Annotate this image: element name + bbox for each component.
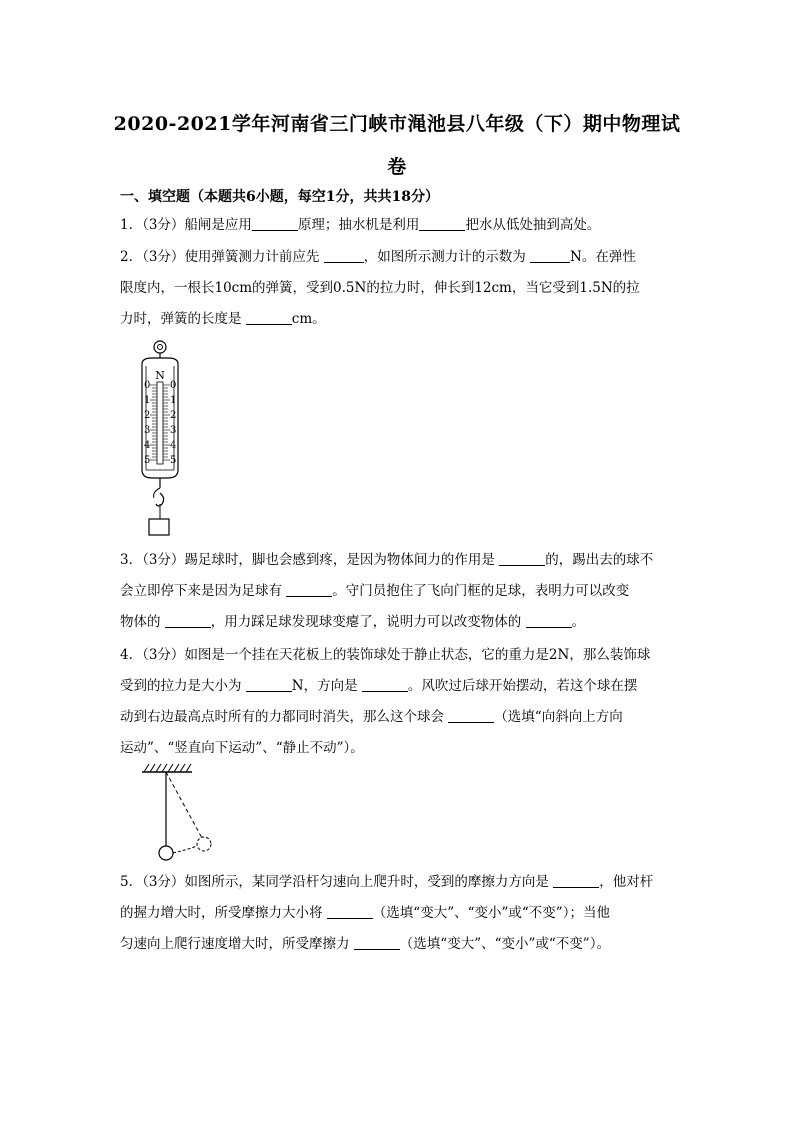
answer-blank[interactable]: [499, 551, 545, 566]
scale-label-right-0: 0: [170, 380, 177, 391]
title-line-2: 卷: [387, 156, 407, 178]
question-text: 。风吹过后球开始摆动，若这个球在摆: [407, 678, 638, 694]
question-text: 的，踢出去的球不: [545, 552, 654, 568]
scale-label-left-2: 2: [144, 410, 151, 421]
scale-label-right-1: 1: [170, 395, 177, 406]
scale-label-left-0: 0: [144, 380, 151, 391]
question-score: （3分）: [142, 874, 185, 890]
answer-blank[interactable]: [246, 677, 292, 692]
scale-label-right-4: 4: [170, 440, 177, 451]
title-line-1: 2020-2021学年河南省三门峡市渑池县八年级（下）期中物理试: [113, 113, 681, 135]
answer-blank[interactable]: [354, 935, 400, 950]
pendulum-figure: [142, 762, 222, 864]
question-text: 物体的: [120, 614, 165, 630]
question-text-line: [120, 576, 680, 607]
question-text-line: [120, 304, 680, 335]
question-text: （选填“变大”、“变小”或“不变”）。: [399, 936, 610, 952]
question-number: 5．: [120, 874, 143, 890]
answer-blank[interactable]: [324, 248, 364, 263]
page-title: [100, 103, 694, 189]
question-text: 动到右边最高点时所有的力都同时消失，那么这个球会: [120, 709, 449, 725]
question-text-line: [120, 671, 680, 702]
answer-blank[interactable]: [530, 248, 570, 263]
answer-blank[interactable]: [448, 708, 494, 723]
question-text: 。守门员抱住了飞向门框的足球，表明力可以改变: [332, 583, 630, 599]
question-text: ，如图所示测力计的示数为: [363, 249, 531, 265]
question-text-line: [120, 702, 680, 733]
question-number: 3．: [120, 552, 143, 568]
question-text: 运动”、“竖直向下运动”、“静止不动”）。: [120, 740, 364, 756]
question-2: [120, 242, 680, 335]
section-heading: 一、填空题（本题共6小题，每空1分，共共18分）: [120, 189, 439, 205]
answer-blank[interactable]: [252, 216, 298, 231]
question-text: ，用力踩足球发现球变瘪了，说明力可以改变物体的: [210, 614, 526, 630]
question-4: [120, 640, 680, 764]
question-5: [120, 867, 680, 960]
question-text-line: [120, 929, 680, 960]
question-text: 会立即停下来是因为足球有: [120, 583, 287, 599]
question-number: 1．: [120, 217, 143, 233]
answer-blank[interactable]: [526, 613, 572, 628]
question-text: 如图是一个挂在天花板上的装饰球处于静止状态，它的重力是2N，那么装饰球: [184, 647, 651, 663]
question-score: （3分）: [142, 552, 185, 568]
question-text: 匀速向上爬行速度增大时，所受摩擦力: [120, 936, 354, 952]
question-3: [120, 545, 680, 638]
question-number: 2．: [120, 249, 143, 265]
question-score: （3分）: [142, 249, 185, 265]
question-text: 踢足球时，脚也会感到疼，是因为物体间力的作用是: [184, 552, 500, 568]
scale-label-left-5: 5: [144, 455, 151, 466]
answer-blank[interactable]: [246, 310, 292, 325]
question-text: 把水从低处抽到高处。: [465, 217, 601, 233]
answer-blank[interactable]: [553, 873, 599, 888]
question-text: N。在弹性: [570, 249, 636, 265]
question-number: 4．: [120, 647, 143, 663]
scale-label-right-2: 2: [170, 410, 177, 421]
question-text: 的握力增大时，所受摩擦力大小将: [120, 905, 327, 921]
scale-label-right-5: 5: [170, 455, 177, 466]
question-text: 力时，弹簧的长度是: [120, 311, 246, 327]
question-text: 使用弹簧测力计前应先: [184, 249, 324, 265]
scale-label-left-4: 4: [144, 440, 151, 451]
question-text-line: [120, 898, 680, 929]
question-text: 受到的拉力是大小为: [120, 678, 246, 694]
question-text: ，他对杆: [599, 874, 654, 890]
answer-blank[interactable]: [286, 582, 332, 597]
question-text: 原理；抽水机是利用: [297, 217, 420, 233]
answer-blank[interactable]: [165, 613, 211, 628]
scale-label-right-3: 3: [170, 425, 177, 436]
scale-label-left-3: 3: [144, 425, 151, 436]
question-text-line: [120, 607, 680, 638]
scale-label-left-1: 1: [144, 395, 151, 406]
question-text: N，方向是: [291, 678, 362, 694]
answer-blank[interactable]: [419, 216, 465, 231]
spring-scale-figure: [136, 338, 186, 540]
answer-blank[interactable]: [362, 677, 408, 692]
answer-blank[interactable]: [327, 904, 373, 919]
question-1: [120, 210, 680, 241]
question-score: （3分）: [142, 217, 185, 233]
question-text: 船闸是应用: [184, 217, 252, 233]
question-text: （选填“向斜向上方向: [494, 709, 623, 725]
question-text: 。: [571, 614, 586, 630]
question-score: （3分）: [142, 647, 185, 663]
question-text: cm。: [291, 311, 326, 327]
question-text: 如图所示，某同学沿杆匀速向上爬升时，受到的摩擦力方向是: [184, 874, 554, 890]
question-text: 限度内，一根长10cm的弹簧，受到0.5N的拉力时，伸长到12cm，当它受到1.5N的拉: [120, 280, 640, 296]
question-text: （选填“变大”、“变小”或“不变”）；当他: [372, 905, 610, 921]
unit-label: N: [155, 369, 165, 382]
